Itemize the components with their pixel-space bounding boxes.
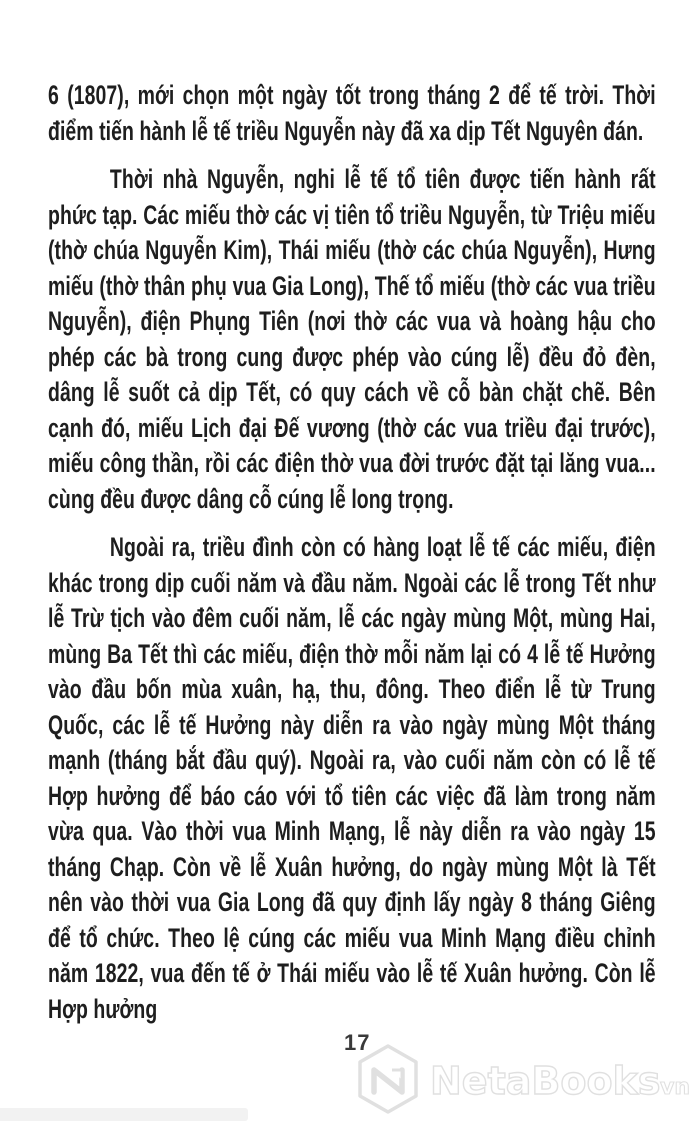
paragraph: 6 (1807), mới chọn một ngày tốt trong tháng 2 để tế trời. Thời điểm tiến hành lễ tế triều Nguyễn này đã xa dịp Tết Nguyên đán. [48,80,656,146]
watermark [356,1040,700,1120]
netabooks-watermark-graphic [356,1040,700,1120]
paragraph: Thời nhà Nguyễn, nghi lễ tế tổ tiên được tiến hành rất phức tạp. Các miếu thờ các vị tiên tổ triều Nguyễn, từ Triệu miếu (thờ chúa Nguyễn Kim), Thái miếu (thờ các chúa Nguyễn), Hưng miếu (thờ thân phụ vua Gia Long), Thế tổ miếu (thờ các vua triều Nguyễn), điện Phụng Tiên (nơi thờ các vua và hoàng hậu cho phép các bà trong cung được phép vào cúng lễ) đều đỏ đèn, dâng lễ suốt cả dịp Tết, có quy cách về cỗ bàn chặt chẽ. Bên cạnh đó, miếu Lịch đại Đế vương (thờ các vua triều đại trước), miếu công thần, rồi các điện thờ vua đời trước đặt tại lăng vua... cùng đều được dâng cỗ cúng lễ long trọng. [48,164,656,514]
scan-artifact-strip [0,1108,248,1121]
page-number: 17 [344,1030,371,1055]
watermark-suffix-text: vn [660,1075,691,1100]
paragraph: Ngoài ra, triều đình còn có hàng loạt lễ tế các miếu, điện khác trong dịp cuối năm và đầu năm. Ngoài các lễ trong Tết như lễ Trừ tịch vào đêm cuối năm, lễ các ngày mùng Một, mùng Hai, mùng Ba Tết thì các miếu, điện thờ mỗi năm lại có 4 lễ tế Hưởng vào đầu bốn mùa xuân, hạ, thu, đông. Theo điển lễ từ Trung Quốc, các lễ tế Hưởng này diễn ra vào ngày mùng Một tháng mạnh (tháng bắt đầu quý). Ngoài ra, vào cuối năm còn có lễ tế Hợp hưởng để báo cáo với tổ tiên các việc đã làm trong năm vừa qua. Vào thời vua Minh Mạng, lễ này diễn ra vào ngày 15 tháng Chạp. Còn về lễ Xuân hưởng, do ngày mùng Một là Tết nên vào thời vua Gia Long đã quy định lấy ngày 8 tháng Giêng để tổ chức. Theo lệ cúng các miếu vua Minh Mạng điều chỉnh năm 1822, vua đến tế ở Thái miếu vào lễ tế Xuân hưởng. Còn lễ Hợp hưởng [48,532,656,1024]
watermark-brand-text: NetaBooks [430,1059,661,1103]
hexagon-n-logo-icon [360,1046,416,1112]
body-text [48,78,656,1040]
